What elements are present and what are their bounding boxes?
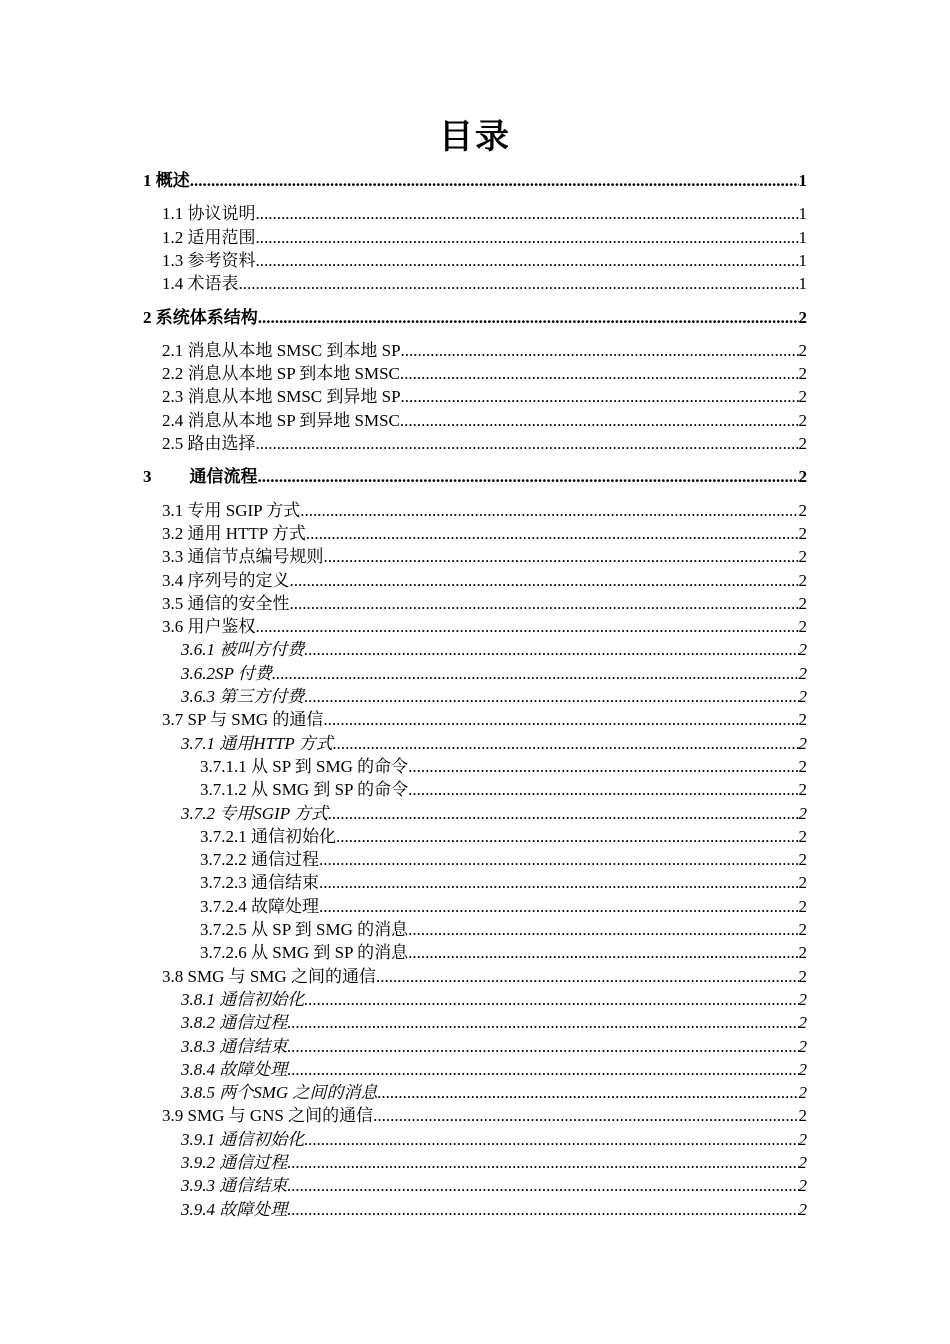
toc-entry-level-2[interactable]	[162, 271, 807, 295]
toc-dot-leader	[256, 433, 799, 455]
toc-entry-level-2[interactable]	[162, 1103, 807, 1127]
toc-entry-level-2[interactable]	[162, 498, 807, 522]
toc-entry-level-2[interactable]	[162, 964, 807, 988]
toc-dot-leader	[408, 756, 798, 778]
toc-page-number: 2	[798, 1176, 807, 1196]
toc-dot-leader	[256, 616, 799, 638]
toc-entry-level-4[interactable]	[200, 917, 807, 941]
toc-dot-leader	[319, 896, 799, 918]
toc-page-number: 1	[798, 227, 807, 247]
toc-dot-leader	[306, 523, 799, 545]
toc-entry-label	[181, 733, 333, 755]
toc-entry-label	[162, 500, 300, 522]
toc-entry-level-2[interactable]	[162, 431, 807, 455]
toc-entry-text: 3.7.1.1 从 SP 到 SMG 的命令	[200, 756, 409, 776]
toc-dot-leader	[408, 779, 798, 801]
toc-entry-text: 2.3 消息从本地 SMSC 到异地 SP	[162, 387, 401, 407]
toc-entry-text: 3.9.3 通信结束	[181, 1176, 288, 1196]
toc-dot-leader	[290, 593, 799, 615]
toc-page-number: 2	[798, 1059, 807, 1079]
toc-entry-text: 3.7.2.6 从 SMG 到 SP 的消息	[200, 943, 409, 963]
toc-entry-level-4[interactable]	[200, 754, 807, 778]
toc-entry-label	[143, 170, 190, 192]
toc-entry-text: 3.9.1 通信初始化	[181, 1129, 305, 1149]
toc-page-number: 1	[798, 274, 807, 294]
toc-page-number: 2	[798, 756, 807, 776]
toc-dot-leader	[287, 1036, 798, 1058]
toc-entry-level-2[interactable]	[162, 338, 807, 362]
toc-entry-label	[162, 966, 376, 988]
toc-entry-text: 通信流程	[189, 467, 258, 487]
toc-entry-text: 3.9.4 故障处理	[181, 1199, 288, 1219]
toc-entry-level-4[interactable]	[200, 777, 807, 801]
toc-entry-level-2[interactable]	[162, 248, 807, 272]
toc-dot-leader	[258, 466, 799, 488]
toc-entry-label	[162, 433, 256, 455]
toc-entry-label	[200, 756, 408, 778]
toc-dot-leader	[319, 849, 799, 871]
toc-entry-level-3[interactable]	[181, 1010, 807, 1034]
toc-page-number: 2	[798, 896, 807, 916]
toc-entry-text: 3.7 SP 与 SMG 的通信	[162, 710, 324, 730]
toc-dot-leader	[408, 942, 798, 964]
toc-dot-leader	[287, 1199, 798, 1221]
toc-entry-text: 2.5 路由选择	[162, 434, 256, 453]
toc-entry-text: 1.3 参考资料	[162, 250, 256, 270]
toc-entry-level-1[interactable]	[143, 305, 807, 329]
toc-entry-label	[200, 872, 319, 894]
toc-entry-text: 2.2 消息从本地 SP 到本地 SMSC	[162, 364, 400, 384]
toc-entry-text: 3.7.2 专用SGIP 方式	[181, 803, 329, 823]
toc-entry-label	[162, 227, 256, 249]
toc-page-number: 2	[798, 989, 807, 1009]
toc-page-number: 1	[798, 171, 807, 190]
toc-entry-text: 3.7.1.2 从 SMG 到 SP 的命令	[200, 780, 409, 800]
toc-entry-text: 3.7.2.3 通信结束	[200, 873, 319, 893]
toc-entry-number: 3	[143, 467, 152, 487]
toc-entry-text: 2 系统体系结构	[143, 307, 258, 327]
toc-entry-label	[181, 1082, 377, 1104]
toc-dot-leader	[290, 570, 799, 592]
toc-entry-level-4[interactable]	[200, 894, 807, 918]
toc-entry-level-2[interactable]	[162, 521, 807, 545]
toc-title: 目录	[439, 117, 511, 157]
toc-entry-label	[200, 919, 408, 941]
toc-entry-label	[181, 686, 304, 708]
toc-page-number: 2	[798, 687, 807, 706]
toc-dot-leader	[304, 989, 798, 1011]
toc-entry-label	[162, 203, 256, 225]
toc-entry-text: 3.7.2.1 通信初始化	[200, 826, 336, 846]
toc-entry-label	[181, 639, 304, 661]
toc-entry-text: 3.7.1 通用HTTP 方式	[181, 733, 333, 753]
toc-dot-leader	[401, 386, 799, 408]
toc-entry-label	[143, 466, 258, 488]
toc-page-number: 2	[798, 1106, 807, 1126]
toc-entry-text: 3.8.3 通信结束	[181, 1036, 288, 1056]
toc-entry-label	[162, 546, 324, 568]
toc-entry-text: 3.7.2.4 故障处理	[200, 896, 319, 916]
toc-entry-text: 2.1 消息从本地 SMSC 到本地 SP	[162, 340, 401, 360]
toc-page-number: 2	[798, 467, 807, 487]
toc-entry-label	[181, 1152, 287, 1174]
toc-entry-label	[181, 1199, 287, 1221]
toc-page-number: 2	[798, 710, 807, 730]
toc-page-number: 2	[798, 434, 807, 453]
toc-entry-text: 1 概述	[143, 171, 190, 190]
toc-entry-level-3[interactable]	[181, 731, 807, 755]
toc-page-number: 2	[798, 340, 807, 360]
toc-page-number: 2	[798, 387, 807, 407]
toc-entry-label	[162, 570, 290, 592]
toc-entry-text: 3.6.3 第三方付费	[181, 687, 305, 706]
toc-page-number: 2	[798, 1036, 807, 1056]
toc-dot-leader	[256, 250, 799, 272]
toc-page-number: 2	[798, 733, 807, 753]
toc-page-number: 1	[798, 250, 807, 270]
toc-page-number: 2	[798, 803, 807, 823]
toc-page-number: 2	[798, 1013, 807, 1033]
toc-entry-level-4[interactable]	[200, 824, 807, 848]
toc-entry-label	[200, 779, 408, 801]
toc-entry-text: 3.8.2 通信过程	[181, 1013, 288, 1033]
toc-dot-leader	[287, 1175, 798, 1197]
toc-entry-level-2[interactable]	[162, 201, 807, 225]
toc-dot-leader	[324, 546, 799, 568]
toc-dot-leader	[287, 1152, 798, 1174]
toc-dot-leader	[287, 1012, 798, 1034]
toc-entry-level-2[interactable]	[162, 591, 807, 615]
toc-entry-level-2[interactable]	[162, 225, 807, 249]
toc-dot-leader	[373, 1105, 798, 1127]
toc-entry-level-3[interactable]	[181, 1127, 807, 1151]
toc-entry-label	[162, 1105, 373, 1127]
toc-dot-leader	[256, 227, 799, 249]
toc-page-number: 2	[798, 570, 807, 590]
toc-entry-level-2[interactable]	[162, 707, 807, 731]
toc-page-number: 2	[798, 523, 807, 543]
toc-entry-text: 1.2 适用范围	[162, 227, 256, 247]
toc-entry-text: 3.8.5 两个SMG 之间的消息	[181, 1083, 378, 1103]
toc-dot-leader	[304, 1129, 798, 1151]
toc-entry-label	[181, 1059, 287, 1081]
toc-entry-level-3[interactable]	[181, 801, 807, 825]
toc-dot-leader	[400, 363, 799, 385]
toc-dot-leader	[377, 1082, 798, 1104]
toc-entry-label	[200, 826, 336, 848]
toc-entry-text: 3.8 SMG 与 SMG 之间的通信	[162, 966, 376, 986]
toc-page-number: 2	[798, 663, 807, 683]
toc-entry-label	[162, 616, 256, 638]
toc-entry-level-2[interactable]	[162, 568, 807, 592]
toc-dot-leader	[401, 340, 799, 362]
toc-entry-label	[181, 1036, 287, 1058]
toc-page-number: 2	[798, 410, 807, 430]
toc-entry-label	[162, 386, 401, 408]
toc-dot-leader	[323, 709, 798, 731]
toc-entry-level-2[interactable]	[162, 361, 807, 385]
toc-entry-level-4[interactable]	[200, 847, 807, 871]
toc-dot-leader	[336, 826, 799, 848]
toc-entry-text: 2.4 消息从本地 SP 到异地 SMSC	[162, 410, 400, 430]
toc-dot-leader	[256, 203, 799, 225]
toc-entry-label	[200, 942, 408, 964]
toc-page-number: 2	[798, 826, 807, 846]
toc-entry-text: 3.7.2.5 从 SP 到 SMG 的消息	[200, 920, 409, 939]
toc-page-number: 2	[798, 780, 807, 800]
toc-entry-label	[181, 803, 328, 825]
toc-entry-level-4[interactable]	[200, 940, 807, 964]
toc-entry-level-2[interactable]	[162, 614, 807, 638]
toc-entry-level-1[interactable]	[143, 168, 807, 192]
toc-page-number: 2	[798, 920, 807, 939]
toc-entry-label	[162, 593, 290, 615]
toc-entry-text: 1.1 协议说明	[162, 204, 256, 224]
toc-dot-leader	[333, 733, 799, 755]
toc-entry-text: 3.2 通用 HTTP 方式	[162, 523, 306, 543]
toc-page-number: 2	[798, 1129, 807, 1149]
toc-dot-leader	[258, 307, 799, 329]
toc-entry-label	[181, 1012, 287, 1034]
toc-entry-label	[181, 989, 304, 1011]
toc-entry-label	[200, 849, 319, 871]
toc-entry-text: 3.6.1 被叫方付费	[181, 640, 305, 660]
toc-entry-level-3[interactable]	[181, 1173, 807, 1197]
toc-dot-leader	[376, 966, 799, 988]
toc-entry-text: 3.8.4 故障处理	[181, 1059, 288, 1079]
toc-page-number: 2	[798, 593, 807, 613]
toc-page-number: 2	[798, 966, 807, 986]
toc-dot-leader	[272, 663, 799, 685]
toc-page-number: 2	[798, 307, 807, 327]
toc-entry-label	[143, 307, 258, 329]
toc-entry-label	[181, 1129, 304, 1151]
toc-entry-level-3[interactable]	[181, 661, 807, 685]
toc-entry-text: 3.4 序列号的定义	[162, 570, 290, 590]
toc-dot-leader	[304, 639, 798, 661]
toc-dot-leader	[319, 872, 799, 894]
toc-dot-leader	[239, 273, 799, 295]
toc-dot-leader	[304, 686, 798, 708]
toc-entry-text: 3.3 通信节点编号规则	[162, 547, 324, 567]
toc-entry-level-3[interactable]	[181, 637, 807, 661]
toc-entry-text: 3.7.2.2 通信过程	[200, 850, 319, 870]
toc-entry-label	[162, 709, 323, 731]
toc-entry-text: 3.8.1 通信初始化	[181, 989, 305, 1009]
toc-page-number: 2	[798, 500, 807, 520]
toc-page-number: 2	[798, 364, 807, 384]
toc-entry-level-2[interactable]	[162, 384, 807, 408]
toc-dot-leader	[328, 803, 798, 825]
toc-entry-label	[181, 663, 272, 685]
toc-page-number: 2	[798, 1153, 807, 1172]
toc-entry-level-3[interactable]	[181, 1197, 807, 1221]
toc-entry-label	[200, 896, 319, 918]
toc-entry-text: 3.1 专用 SGIP 方式	[162, 500, 301, 520]
toc-dot-leader	[408, 919, 798, 941]
toc-page-number: 2	[798, 943, 807, 963]
toc-dot-leader	[287, 1059, 798, 1081]
toc-entry-text: 3.5 通信的安全性	[162, 593, 290, 613]
toc-dot-leader	[400, 410, 799, 432]
toc-entry-text: 3.9 SMG 与 GNS 之间的通信	[162, 1106, 374, 1126]
toc-entry-level-2[interactable]	[162, 408, 807, 432]
toc-entry-label	[162, 363, 400, 385]
toc-dot-leader	[300, 500, 798, 522]
toc-entry-text: 3.6.2SP 付费	[181, 663, 272, 683]
toc-entry-level-3[interactable]	[181, 1057, 807, 1081]
toc-entry-text: 3.6 用户鉴权	[162, 617, 256, 637]
toc-page-number: 2	[798, 617, 807, 637]
toc-dot-leader	[190, 170, 799, 192]
toc-entry-level-4[interactable]	[200, 870, 807, 894]
toc-page-number: 2	[798, 850, 807, 870]
toc-entry-level-3[interactable]	[181, 987, 807, 1011]
toc-entry-text: 3.9.2 通信过程	[181, 1153, 288, 1172]
toc-page-number: 2	[798, 640, 807, 660]
toc-entry-label	[162, 273, 239, 295]
toc-entry-level-3[interactable]	[181, 1080, 807, 1104]
toc-page-number: 1	[798, 204, 807, 224]
toc-entry-level-1[interactable]	[143, 464, 807, 488]
toc-page-number: 2	[798, 1199, 807, 1219]
toc-page-number: 2	[798, 1083, 807, 1103]
toc-entry-level-3[interactable]	[181, 1150, 807, 1174]
toc-entry-level-2[interactable]	[162, 544, 807, 568]
toc-entry-label	[162, 410, 400, 432]
toc-entry-level-3[interactable]	[181, 684, 807, 708]
toc-entry-text: 1.4 术语表	[162, 274, 239, 294]
toc-entry-label	[162, 340, 401, 362]
toc-entry-label	[162, 250, 256, 272]
toc-page-number: 2	[798, 547, 807, 567]
toc-entry-label	[181, 1175, 287, 1197]
toc-entry-level-3[interactable]	[181, 1034, 807, 1058]
toc-entry-label	[162, 523, 306, 545]
toc-page-number: 2	[798, 873, 807, 893]
